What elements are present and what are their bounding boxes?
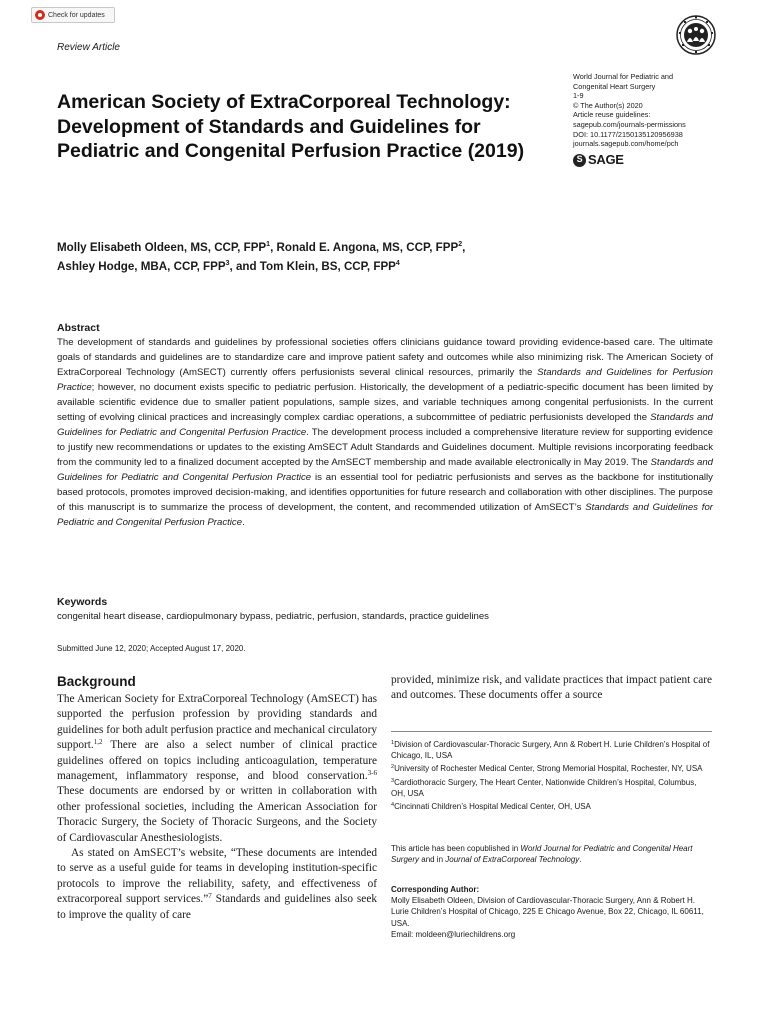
author-1-affil: 1: [266, 241, 271, 248]
abstract-text: The development of standards and guidelines by professional societies offers clinicians guidance toward providing evidence-based care. The ultimate goals of standards and guidelines are to standardize care and improve patient safety and outcomes while also minimizing risk. The American Society of ExtraCorporeal Technology (AmSECT) currently offers perfusionists several clinical resources, primarily the Standards and Guidelines for Perfusion Practice; however, no document exists specific to pediatric perfusion. Historically, the development of a pediatric-specific document has been limited by available scientific evidence due to smaller patient populations, sample sizes, and variable techniques among congenital perfusionists. In the current setting of evolving clinical practices and increasingly complex cardiac operations, a subcommittee of pediatric perfusionists developed the Standards and Guidelines for Pediatric and Congenital Perfusion Practice. The development process included a comprehensive literature review for supporting evidence to justify new recommendations or updates to the existing AmSECT Adult Standards and Guidelines document. Multiple revisions incorporating feedback from the community led to a finalized document accepted by the AmSECT membership and made available electronically in May 2019. The Standards and Guidelines for Pediatric and Congenital Perfusion Practice is an essential tool for pediatric perfusionists and serves as the backbone for institutionally based protocols, promotes improved decision-making, and identifies opportunities for future research and collaboration with other disciplines. The purpose of this manuscript is to summarize the process of development, the content, and recommended utilization of AmSECT’s Standards and Guidelines for Pediatric and Congenital Perfusion Practice.: [57, 337, 714, 528]
affiliation-item: $^4$Cincinnati Children’s Hospital Medical Center, OH, USA: [391, 802, 591, 812]
keywords-heading: Keywords: [57, 596, 108, 608]
affiliation-item: $^2$University of Rochester Medical Center, Strong Memorial Hospital, Rochester, NY, USA: [391, 764, 703, 774]
left-column: [57, 674, 377, 923]
submission-dates: Submitted June 12, 2020; Accepted August 17, 2020.: [57, 644, 246, 653]
corresponding-address: Molly Elisabeth Oldeen, Division of Cardiovascular-Thoracic Surgery, Ann & Robert H. Lurie Children’s Hospital of Chicago, 225 E Chicago Avenue, Box 22, Chicago, IL 60611, USA.: [391, 896, 704, 928]
article-title: American Society of ExtraCorporeal Technology: Development of Standards and Guidelines for Pediatric and Congenital Perfusion Practice (2019): [57, 91, 525, 162]
corresponding-heading: Corresponding Author:: [391, 885, 480, 894]
sage-mark-icon: S: [573, 154, 586, 167]
crossmark-icon: [35, 10, 45, 20]
journal-name-line1: World Journal for Pediatric and: [573, 72, 674, 81]
affiliation-item: $^1$Division of Cardiovascular-Thoracic Surgery, Ann & Robert H. Lurie Children’s Hospital of Chicago, IL, USA: [391, 740, 710, 761]
author-3-affil: 3: [225, 260, 230, 267]
journal-homepage-link[interactable]: journals.sagepub.com/home/pch: [573, 139, 679, 149]
author-1: Molly Elisabeth Oldeen, MS, CCP, FPP: [57, 241, 267, 254]
reuse-link[interactable]: sagepub.com/journals-permissions: [573, 119, 686, 129]
journal-seal-icon: [676, 15, 716, 55]
sage-wordmark: SAGE: [588, 152, 624, 168]
author-4: and Tom Klein, BS, CCP, FPP: [235, 260, 396, 273]
page-range: 1-9: [573, 91, 584, 101]
author-3: Ashley Hodge, MBA, CCP, FPP: [57, 260, 226, 273]
background-paragraph-continued: provided, minimize risk, and validate practices that impact patient care and outcomes. These documents offer a source: [391, 674, 712, 702]
background-paragraph-1: The American Society for ExtraCorporeal Technology (AmSECT) has supported the perfusion profession by providing standards and guidelines for both adult perfusion practice and mechanical circulatory support.$^{1,2}$ There are also a select number of clinical practice guidelines offered on topics including anticoagulation, temperature management, inflammatory response, and blood conservation.$^{3-6}$ These documents are endorsed by or written in collaboration with other professional societies, including the American Association for Thoracic Surgery, the Society of Thoracic Surgeons, and the Society of Cardiovascular Anesthesiologists.: [57, 693, 377, 844]
check-for-updates-badge[interactable]: [31, 7, 115, 23]
affiliations: [391, 739, 712, 814]
keywords-text: congenital heart disease, cardiopulmonary bypass, pediatric, perfusion, standards, practice guidelines: [57, 611, 489, 622]
reuse-label: Article reuse guidelines:: [573, 110, 651, 120]
journal-metadata: [573, 72, 743, 167]
article-type: Review Article: [57, 42, 120, 53]
sage-logo: [573, 154, 743, 167]
author-4-affil: 4: [395, 260, 400, 267]
abstract-heading: Abstract: [57, 322, 100, 334]
author-2: Ronald E. Angona, MS, CCP, FPP: [276, 241, 459, 254]
author-list: Molly Elisabeth Oldeen, MS, CCP, FPP$^1$, Ronald E. Angona, MS, CCP, FPP$^2$, Ashley Hodge, MBA, CCP, FPP$^3$, and Tom Klein, BS, CCP, FPP$^4$: [57, 241, 466, 273]
copublication-note: This article has been copublished in World Journal for Pediatric and Congenital Heart Surgery and in Journal of ExtraCorporeal Technology.: [391, 844, 693, 865]
background-heading: Background: [57, 674, 136, 689]
doi[interactable]: DOI: 10.1177/2150135120956938: [573, 129, 683, 139]
footnote-divider: [391, 731, 712, 732]
corresponding-email[interactable]: Email: moldeen@luriechildrens.org: [391, 929, 516, 939]
check-updates-label: Check for updates: [48, 11, 105, 19]
author-2-affil: 2: [458, 241, 463, 248]
journal-name-line2: Congenital Heart Surgery: [573, 81, 656, 91]
corresponding-author: [391, 884, 712, 940]
background-paragraph-2: As stated on AmSECT’s website, “These documents are intended to serve as a useful guide for teams in developing institution-specific protocols to improve the reliability, safety, and effectiveness of extracorporeal support services.”$^7$ Standards and guidelines also seek to improve the quality of care: [57, 847, 377, 921]
affiliation-item: $^3$Cardiothoracic Surgery, The Heart Center, Nationwide Children’s Hospital, Columbus, OH, USA: [391, 777, 697, 798]
copyright: © The Author(s) 2020: [573, 100, 643, 110]
